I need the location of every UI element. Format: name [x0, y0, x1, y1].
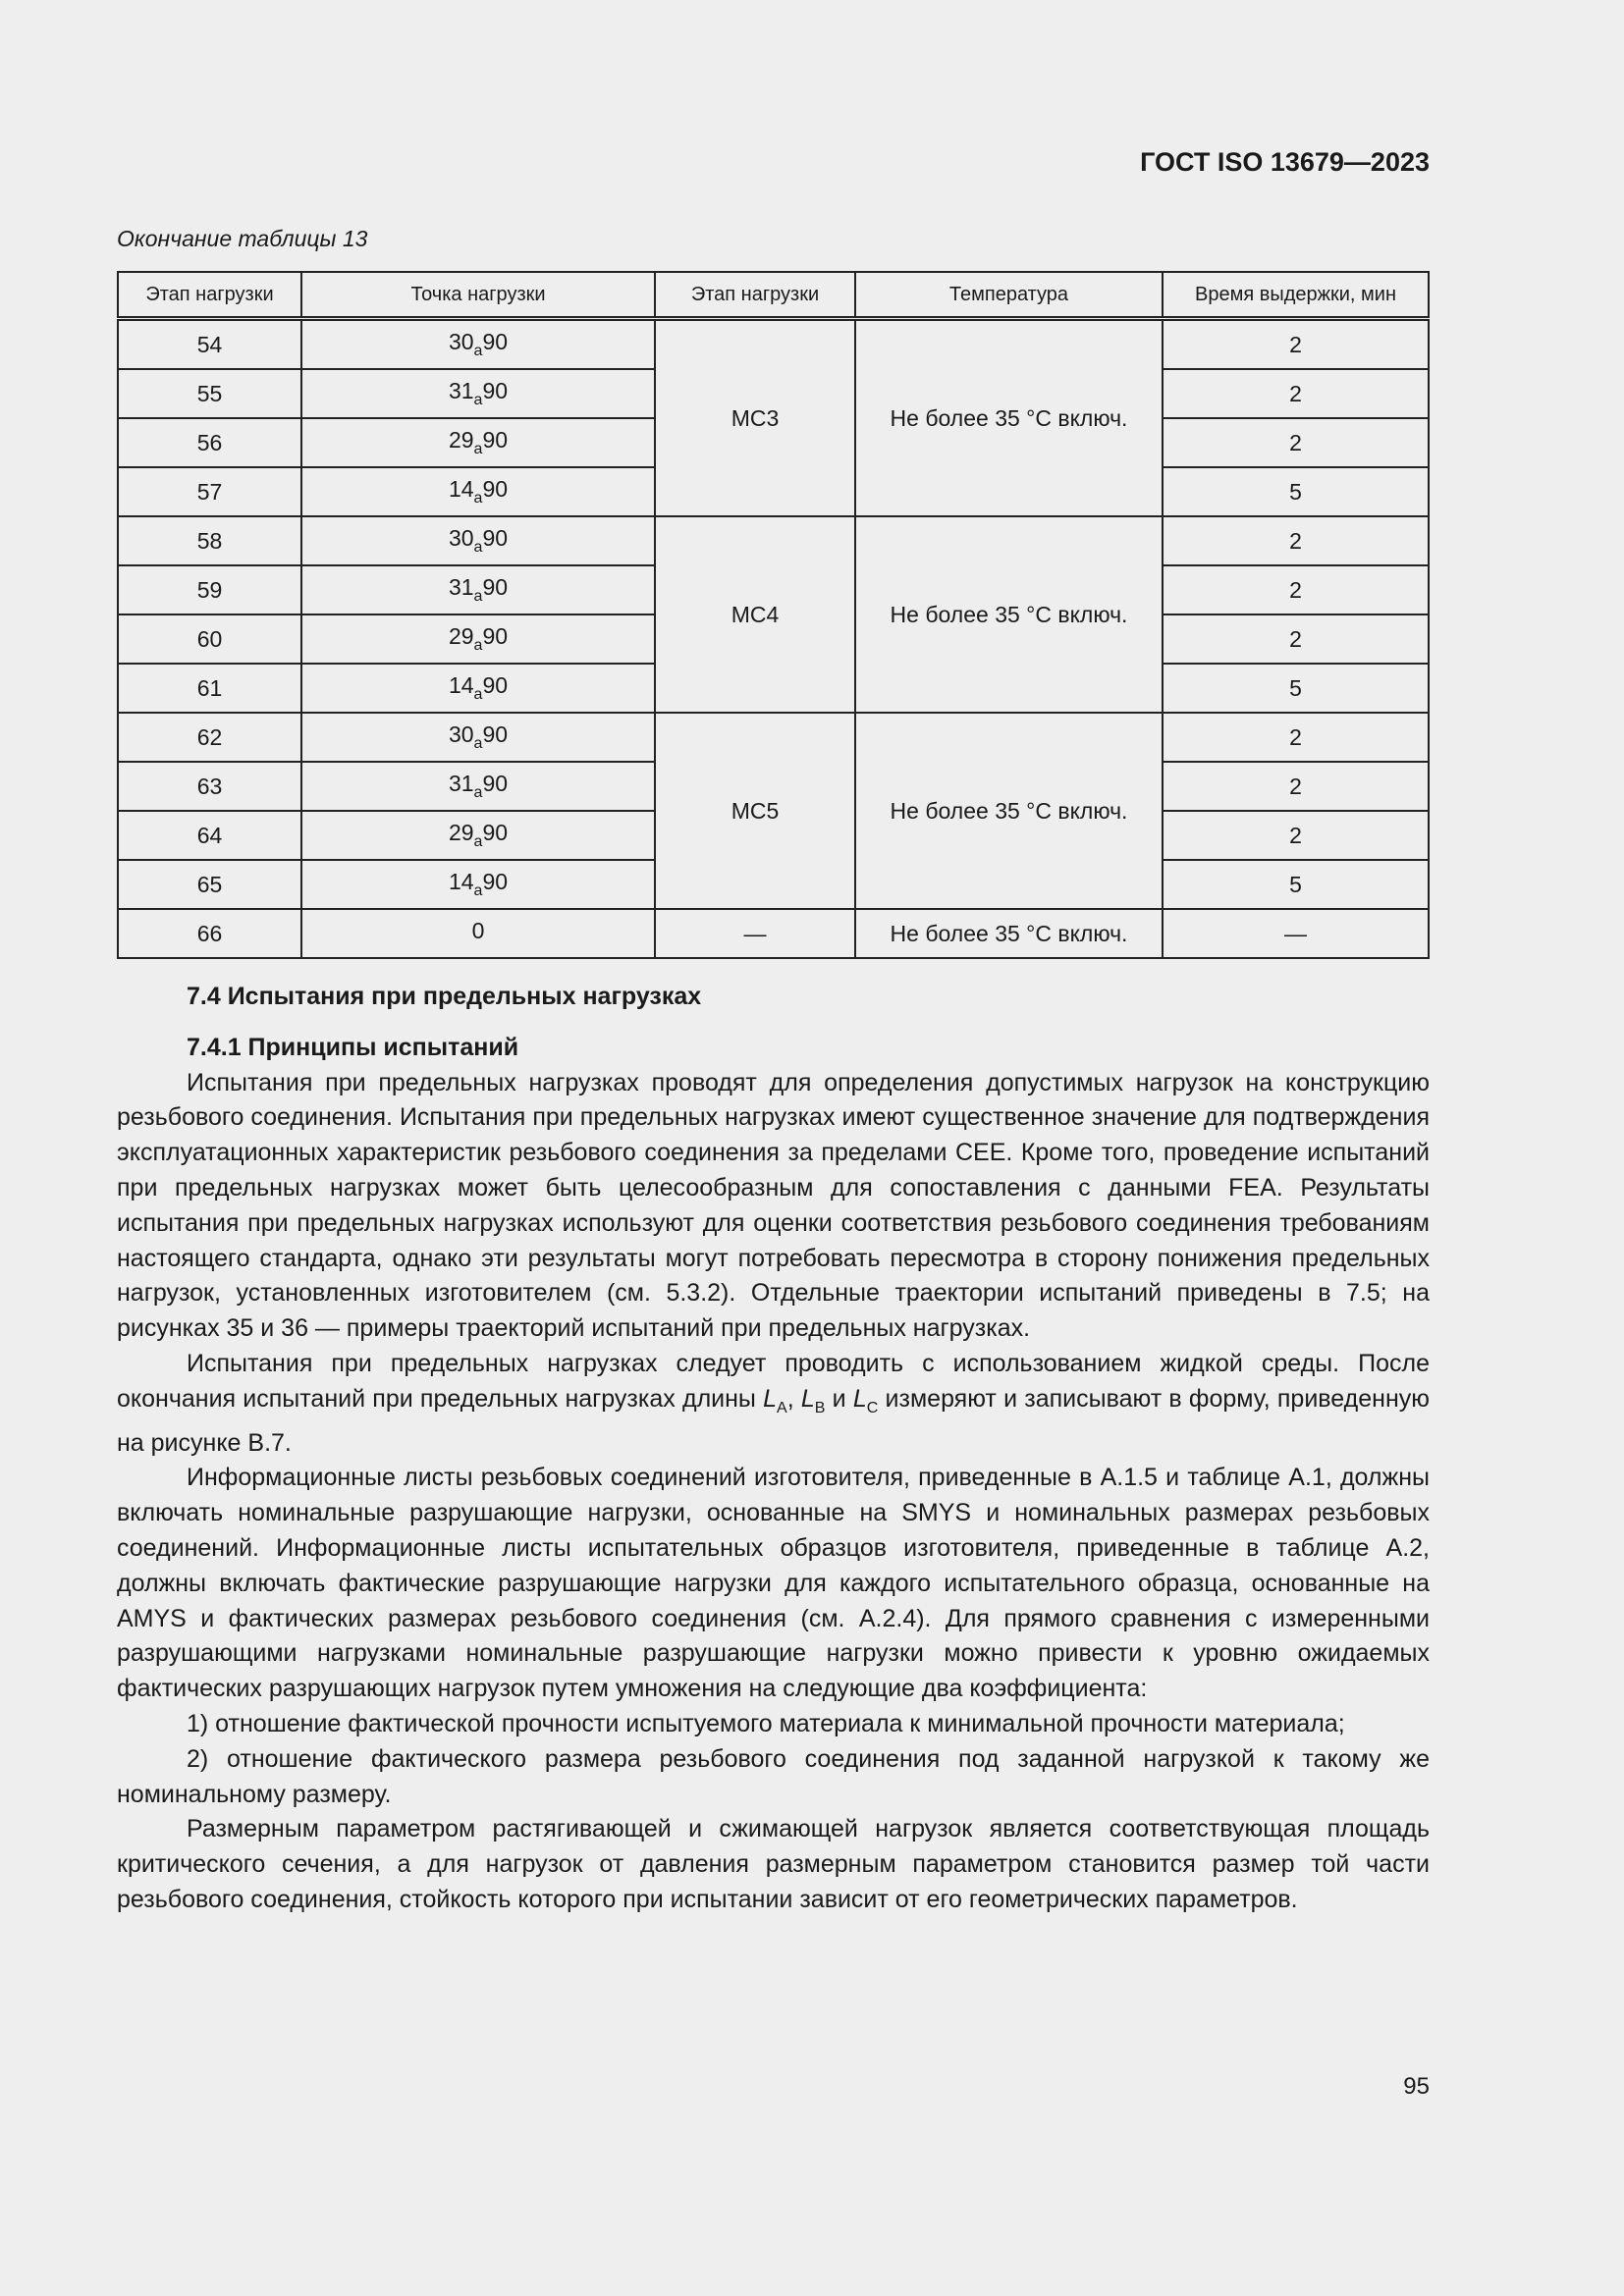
cell-load-stage: MC5 [655, 713, 855, 909]
cell-temperature: Не более 35 °C включ. [855, 319, 1163, 517]
paragraph: Испытания при предельных нагрузках следует проводить с использованием жидкой среды. После окончания испытаний при предельных нагрузках длины $L_A$, $L_B$ и $L_C$ измеряют и записывают в форму, приведенную на рисунке В.7. [117, 1349, 1430, 1457]
cell-load-step: 58 [118, 516, 301, 565]
cell-load-point: $30_a90$ [301, 516, 655, 565]
cell-load-point: $14_a90$ [301, 664, 655, 713]
cell-hold-time: 5 [1163, 664, 1429, 713]
col-header: Время выдержки, мин [1163, 272, 1429, 319]
cell-load-step: 61 [118, 664, 301, 713]
cell-hold-time: 2 [1163, 516, 1429, 565]
cell-load-step: 60 [118, 614, 301, 664]
cell-hold-time: 2 [1163, 369, 1429, 418]
cell-load-step: 57 [118, 467, 301, 516]
cell-hold-time: 2 [1163, 762, 1429, 811]
table-row [118, 319, 1429, 370]
cell-hold-time: 2 [1163, 713, 1429, 762]
cell-hold-time: 5 [1163, 467, 1429, 516]
cell-load-step: 55 [118, 369, 301, 418]
cell-load-step: 64 [118, 811, 301, 860]
cell-hold-time: 2 [1163, 319, 1429, 370]
col-header: Этап нагрузки [118, 272, 301, 319]
cell-hold-time: 2 [1163, 811, 1429, 860]
document-header: ГОСТ ISO 13679—2023 [1140, 147, 1430, 177]
cell-load-point: $30_a90$ [301, 713, 655, 762]
cell-hold-time: — [1163, 909, 1429, 958]
section-heading: 7.4 Испытания при предельных нагрузках [187, 983, 702, 1010]
cell-load-stage: MC4 [655, 516, 855, 713]
cell-load-step: 63 [118, 762, 301, 811]
table-row [118, 516, 1429, 565]
subsection-heading: 7.4.1 Принципы испытаний [187, 1033, 519, 1061]
cell-hold-time: 2 [1163, 418, 1429, 467]
paragraph: Информационные листы резьбовых соединений изготовителя, приведенные в А.1.5 и таблице А.1, должны включать номинальные разрушающие нагрузки, основанные на SMYS и номинальных размерах резьбовых соединений. Информационные листы испытательных образцов изготовителя, приведенные в таблице А.2, должны включать фактические разрушающие нагрузки для каждого испытательного образца, основанные на AMYS и фактических размерах резьбового соединения (см. А.2.4). Для прямого сравнения с измеренными разрушающими нагрузками номинальные разрушающие нагрузки можно привести к уровню ожидаемых фактических разрушающих нагрузок путем умножения на следующие два коэффициента: [117, 1464, 1430, 1703]
cell-hold-time: 2 [1163, 614, 1429, 664]
paragraph: Размерным параметром растягивающей и сжимающей нагрузок является соответствующая площадь критического сечения, а для нагрузок от давления размерным параметром становится размер той части резьбового соединения, стойкость которого при испытании зависит от его геометрических параметров. [117, 1815, 1430, 1913]
cell-load-point: $14_a90$ [301, 860, 655, 909]
cell-load-point: $31_a90$ [301, 565, 655, 614]
cell-load-stage: — [655, 909, 855, 958]
table-caption: Окончание таблицы 13 [117, 226, 368, 251]
cell-load-stage: MC3 [655, 319, 855, 517]
page-number: 95 [1403, 2073, 1430, 2100]
cell-load-step: 65 [118, 860, 301, 909]
paragraph: Испытания при предельных нагрузках проводят для определения допустимых нагрузок на конструкцию резьбового соединения. Испытания при предельных нагрузках имеют существенное значение для подтверждения эксплуатационных характеристик резьбового соединения за пределами СЕЕ. Кроме того, проведение испытаний при предельных нагрузках может быть целесообразным для сопоставления с данными FEA. Результаты испытания при предельных нагрузках используют для оценки соответствия резьбового соединения требованиям настоящего стандарта, однако эти результаты могут потребовать пересмотра в сторону понижения предельных нагрузок, установленных изготовителем (см. 5.3.2). Отдельные траектории испытаний приведены в 7.5; на рисунках 35 и 36 — примеры траекторий испытаний при предельных нагрузках. [117, 1068, 1430, 1343]
cell-load-step: 66 [118, 909, 301, 958]
cell-load-step: 56 [118, 418, 301, 467]
cell-load-point: $31_a90$ [301, 369, 655, 418]
cell-hold-time: 2 [1163, 565, 1429, 614]
cell-load-point: $29_a90$ [301, 811, 655, 860]
cell-load-step: 54 [118, 319, 301, 370]
table-row [118, 909, 1429, 958]
cell-temperature: Не более 35 °C включ. [855, 516, 1163, 713]
cell-hold-time: 5 [1163, 860, 1429, 909]
cell-load-step: 59 [118, 565, 301, 614]
col-header: Температура [855, 272, 1163, 319]
table-row [118, 713, 1429, 762]
list-item: 1) отношение фактической прочности испытуемого материала к минимальной прочности материала; [187, 1709, 1345, 1737]
table-header-row [118, 272, 1429, 319]
cell-load-point: 0 [301, 909, 655, 958]
cell-load-step: 62 [118, 713, 301, 762]
col-header: Точка нагрузки [301, 272, 655, 319]
load-table [117, 271, 1430, 959]
cell-load-point: $30_a90$ [301, 319, 655, 370]
cell-temperature: Не более 35 °C включ. [855, 909, 1163, 958]
cell-load-point: $29_a90$ [301, 614, 655, 664]
cell-load-point: $31_a90$ [301, 762, 655, 811]
cell-load-point: $14_a90$ [301, 467, 655, 516]
list-item: 2) отношение фактического размера резьбового соединения под заданной нагрузкой к такому же номинальному размеру. [117, 1744, 1430, 1808]
cell-temperature: Не более 35 °C включ. [855, 713, 1163, 909]
cell-load-point: $29_a90$ [301, 418, 655, 467]
col-header: Этап нагрузки [655, 272, 855, 319]
section-7-4 [117, 980, 1430, 1918]
